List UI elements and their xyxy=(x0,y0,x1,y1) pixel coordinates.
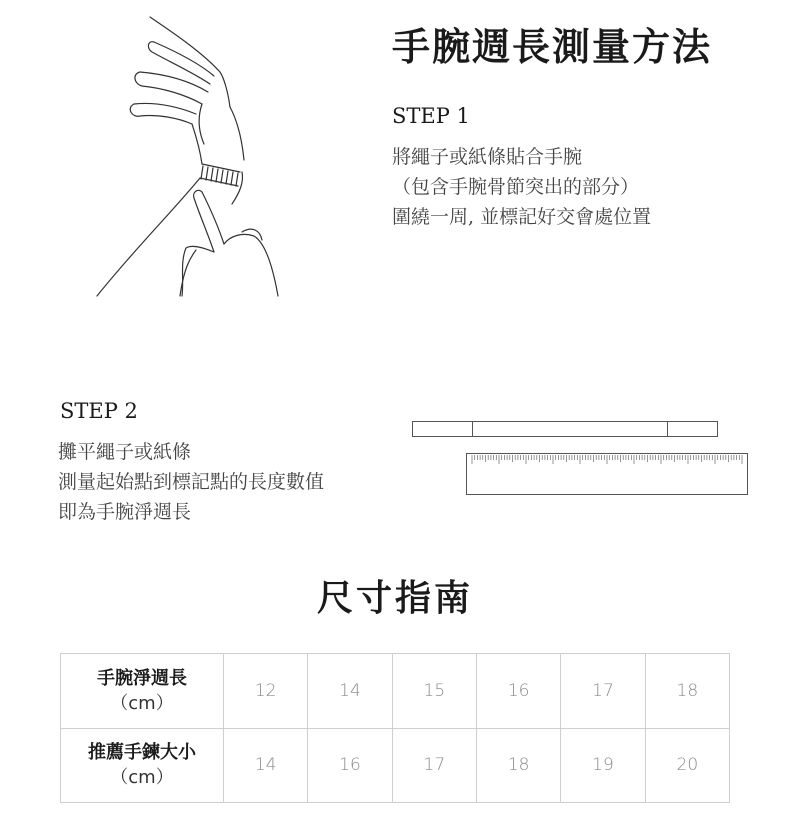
table-cell: 18 xyxy=(645,654,729,729)
step1-line: （包含手腕骨節突出的部分） xyxy=(392,176,640,198)
table-cell: 15 xyxy=(392,654,476,729)
step1-label: STEP 1 xyxy=(392,104,470,128)
strip-and-ruler-icon xyxy=(410,418,752,500)
step2-instructions xyxy=(58,437,324,527)
step2-line: 測量起始點到標記點的長度數值 xyxy=(58,471,325,493)
step1-instructions xyxy=(392,142,651,232)
row-header-label: 手腕淨週長 xyxy=(97,667,187,689)
step2-label: STEP 2 xyxy=(60,399,138,423)
row-header-label: 推薦手鍊大小 xyxy=(88,742,196,764)
size-guide-title: 尺寸指南 xyxy=(316,577,473,619)
step2-line: 即為手腕淨週長 xyxy=(58,501,192,523)
hand-measuring-wrist-icon xyxy=(92,12,292,302)
table-cell: 14 xyxy=(224,728,308,803)
table-cell: 19 xyxy=(561,728,645,803)
step1-line: 圍繞一周, 並標記好交會處位置 xyxy=(392,206,652,228)
table-row xyxy=(61,728,730,803)
page-title: 手腕週長測量方法 xyxy=(392,24,713,69)
row-header xyxy=(61,654,224,729)
table-cell: 12 xyxy=(224,654,308,729)
row-header-unit: （cm） xyxy=(110,767,174,789)
size-table xyxy=(60,653,730,803)
row-header xyxy=(61,728,224,803)
table-cell: 16 xyxy=(476,654,560,729)
table-cell: 14 xyxy=(308,654,392,729)
step1-line: 將繩子或紙條貼合手腕 xyxy=(392,146,583,168)
table-cell: 20 xyxy=(645,728,729,803)
table-row xyxy=(61,654,730,729)
table-cell: 17 xyxy=(392,728,476,803)
table-cell: 16 xyxy=(308,728,392,803)
paper-strip xyxy=(413,422,718,437)
table-cell: 18 xyxy=(476,728,560,803)
step2-line: 攤平繩子或紙條 xyxy=(58,441,192,463)
table-cell: 17 xyxy=(561,654,645,729)
row-header-unit: （cm） xyxy=(110,692,174,714)
